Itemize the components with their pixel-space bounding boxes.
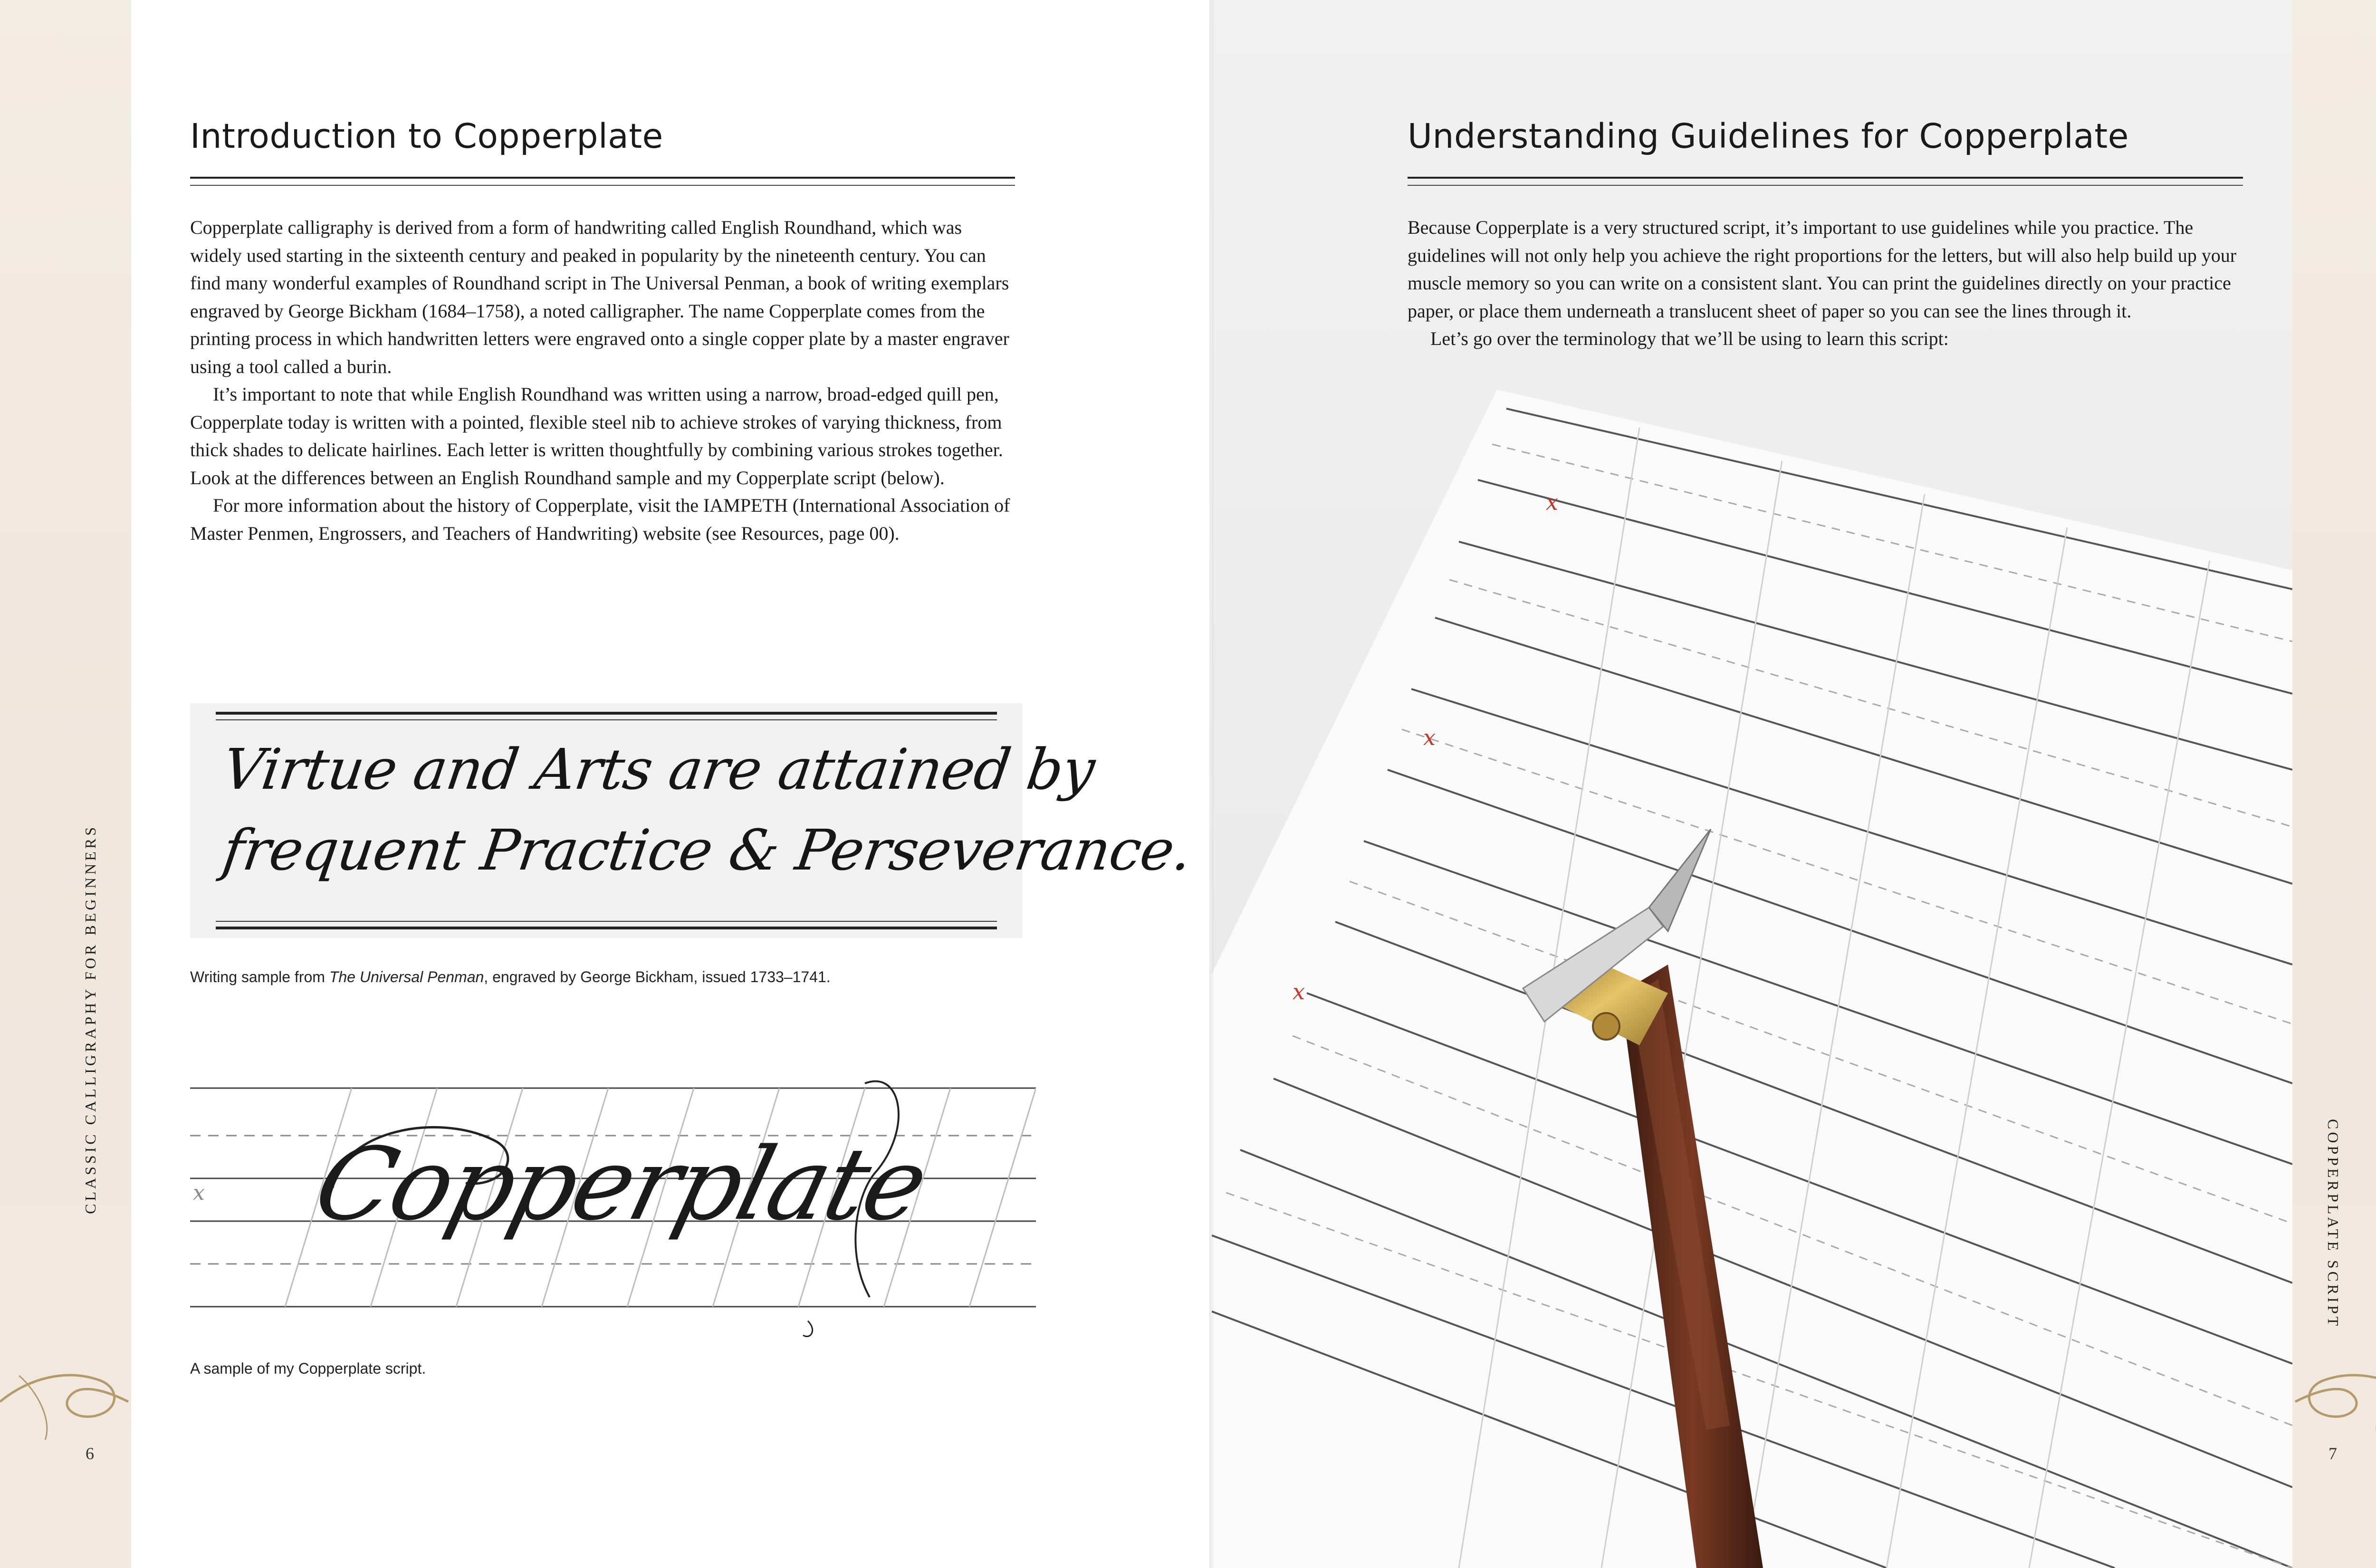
left-page [131, 0, 1212, 1568]
left-page-heading: Introduction to Copperplate [190, 116, 663, 156]
copperplate-script-word: Copperplate [304, 1126, 938, 1243]
photo-x-mark-1: x [1546, 489, 1558, 515]
caption-roundhand-suffix: , engraved by George Bickham, issued 1733–1741. [484, 968, 831, 985]
heading-rule-thin [190, 185, 1015, 186]
sample-top-rule-thin [216, 719, 997, 720]
book-gutter [1209, 0, 1214, 1568]
heading-rule [190, 177, 1015, 179]
copperplate-sample-image [190, 1074, 1036, 1340]
caption-roundhand-title: The Universal Penman [329, 968, 484, 985]
paragraph-1: Copperplate calligraphy is derived from a form of handwriting called English Roundhand, which was widely used starting in the sixteenth century and peaked in popularity by the nineteenth century. You can find many wonderful examples of Roundhand script in The Universal Penman, a book of writing exemplars engraved by George Bickham (1684–1758), a noted calligrapher. The name Copperplate comes from the printing process in which handwritten letters were engraved onto a single copper plate by a master engraver using a tool called a burin. [190, 217, 1009, 377]
sample-line-2: frequent Practice & Perseverance. [219, 817, 1196, 883]
paragraph-2: It’s important to note that while English Roundhand was written using a narrow, broad-edged quill pen, Copperplate today is written with a pointed, flexible steel nib to achieve strokes of varying thickness, from thick shades to delicate hairlines. Each letter is written thoughtfully by combining various strokes together. Look at the differences between an English Roundhand sample and my Copperplate script (below). [190, 383, 1003, 488]
right-paragraph-2: Let’s go over the terminology that we’ll be using to learn this script: [1430, 328, 1949, 349]
right-page [1212, 0, 2292, 1568]
sample-top-rule [216, 712, 997, 715]
right-running-head-text: COPPERPLATE SCRIPT [2325, 1119, 2342, 1329]
left-margin-ornament [0, 0, 131, 1568]
sample-bottom-rule-thin [216, 921, 997, 922]
sample-x-height-mark: x [193, 1181, 205, 1205]
left-page-number: 6 [86, 1444, 94, 1463]
caption-copperplate: A sample of my Copperplate script. [190, 1360, 426, 1377]
sample-bottom-rule [216, 927, 997, 929]
right-page-number: 7 [2328, 1444, 2337, 1463]
paragraph-3: For more information about the history of Copperplate, visit the IAMPETH (International Association of Master Penmen, Engrossers, and Teachers of Handwriting) website (see Resources, page 00). [190, 495, 1010, 544]
left-outer-margin [0, 0, 131, 1568]
right-margin-ornament [2292, 0, 2376, 1568]
right-page-heading: Understanding Guidelines for Copperplate [1408, 116, 2129, 156]
right-outer-margin [2292, 0, 2376, 1568]
right-body-text [1408, 214, 2243, 353]
caption-roundhand-prefix: Writing sample from [190, 968, 329, 985]
photo-x-mark-2: x [1423, 725, 1436, 750]
roundhand-sample-image [190, 703, 1196, 938]
left-running-head-text: CLASSIC CALLIGRAPHY FOR BEGINNERS [82, 824, 99, 1214]
sample-line-1: Virtue and Arts are attained by [219, 736, 1099, 802]
photo-x-mark-3: x [1293, 979, 1305, 1004]
right-heading-rule [1408, 177, 2243, 179]
right-heading-rule-thin [1408, 185, 2243, 186]
left-body-text [190, 214, 1015, 547]
right-paragraph-1: Because Copperplate is a very structured script, it’s important to use guidelines while you practice. The guidelines will not only help you achieve the right proportions for the letters, but will also help build up your muscle memory so you can write on a consistent slant. You can print the guidelines directly on your practice paper, or place them underneath a translucent sheet of paper so you can see the lines through it. [1408, 217, 2237, 322]
caption-roundhand [190, 968, 831, 986]
